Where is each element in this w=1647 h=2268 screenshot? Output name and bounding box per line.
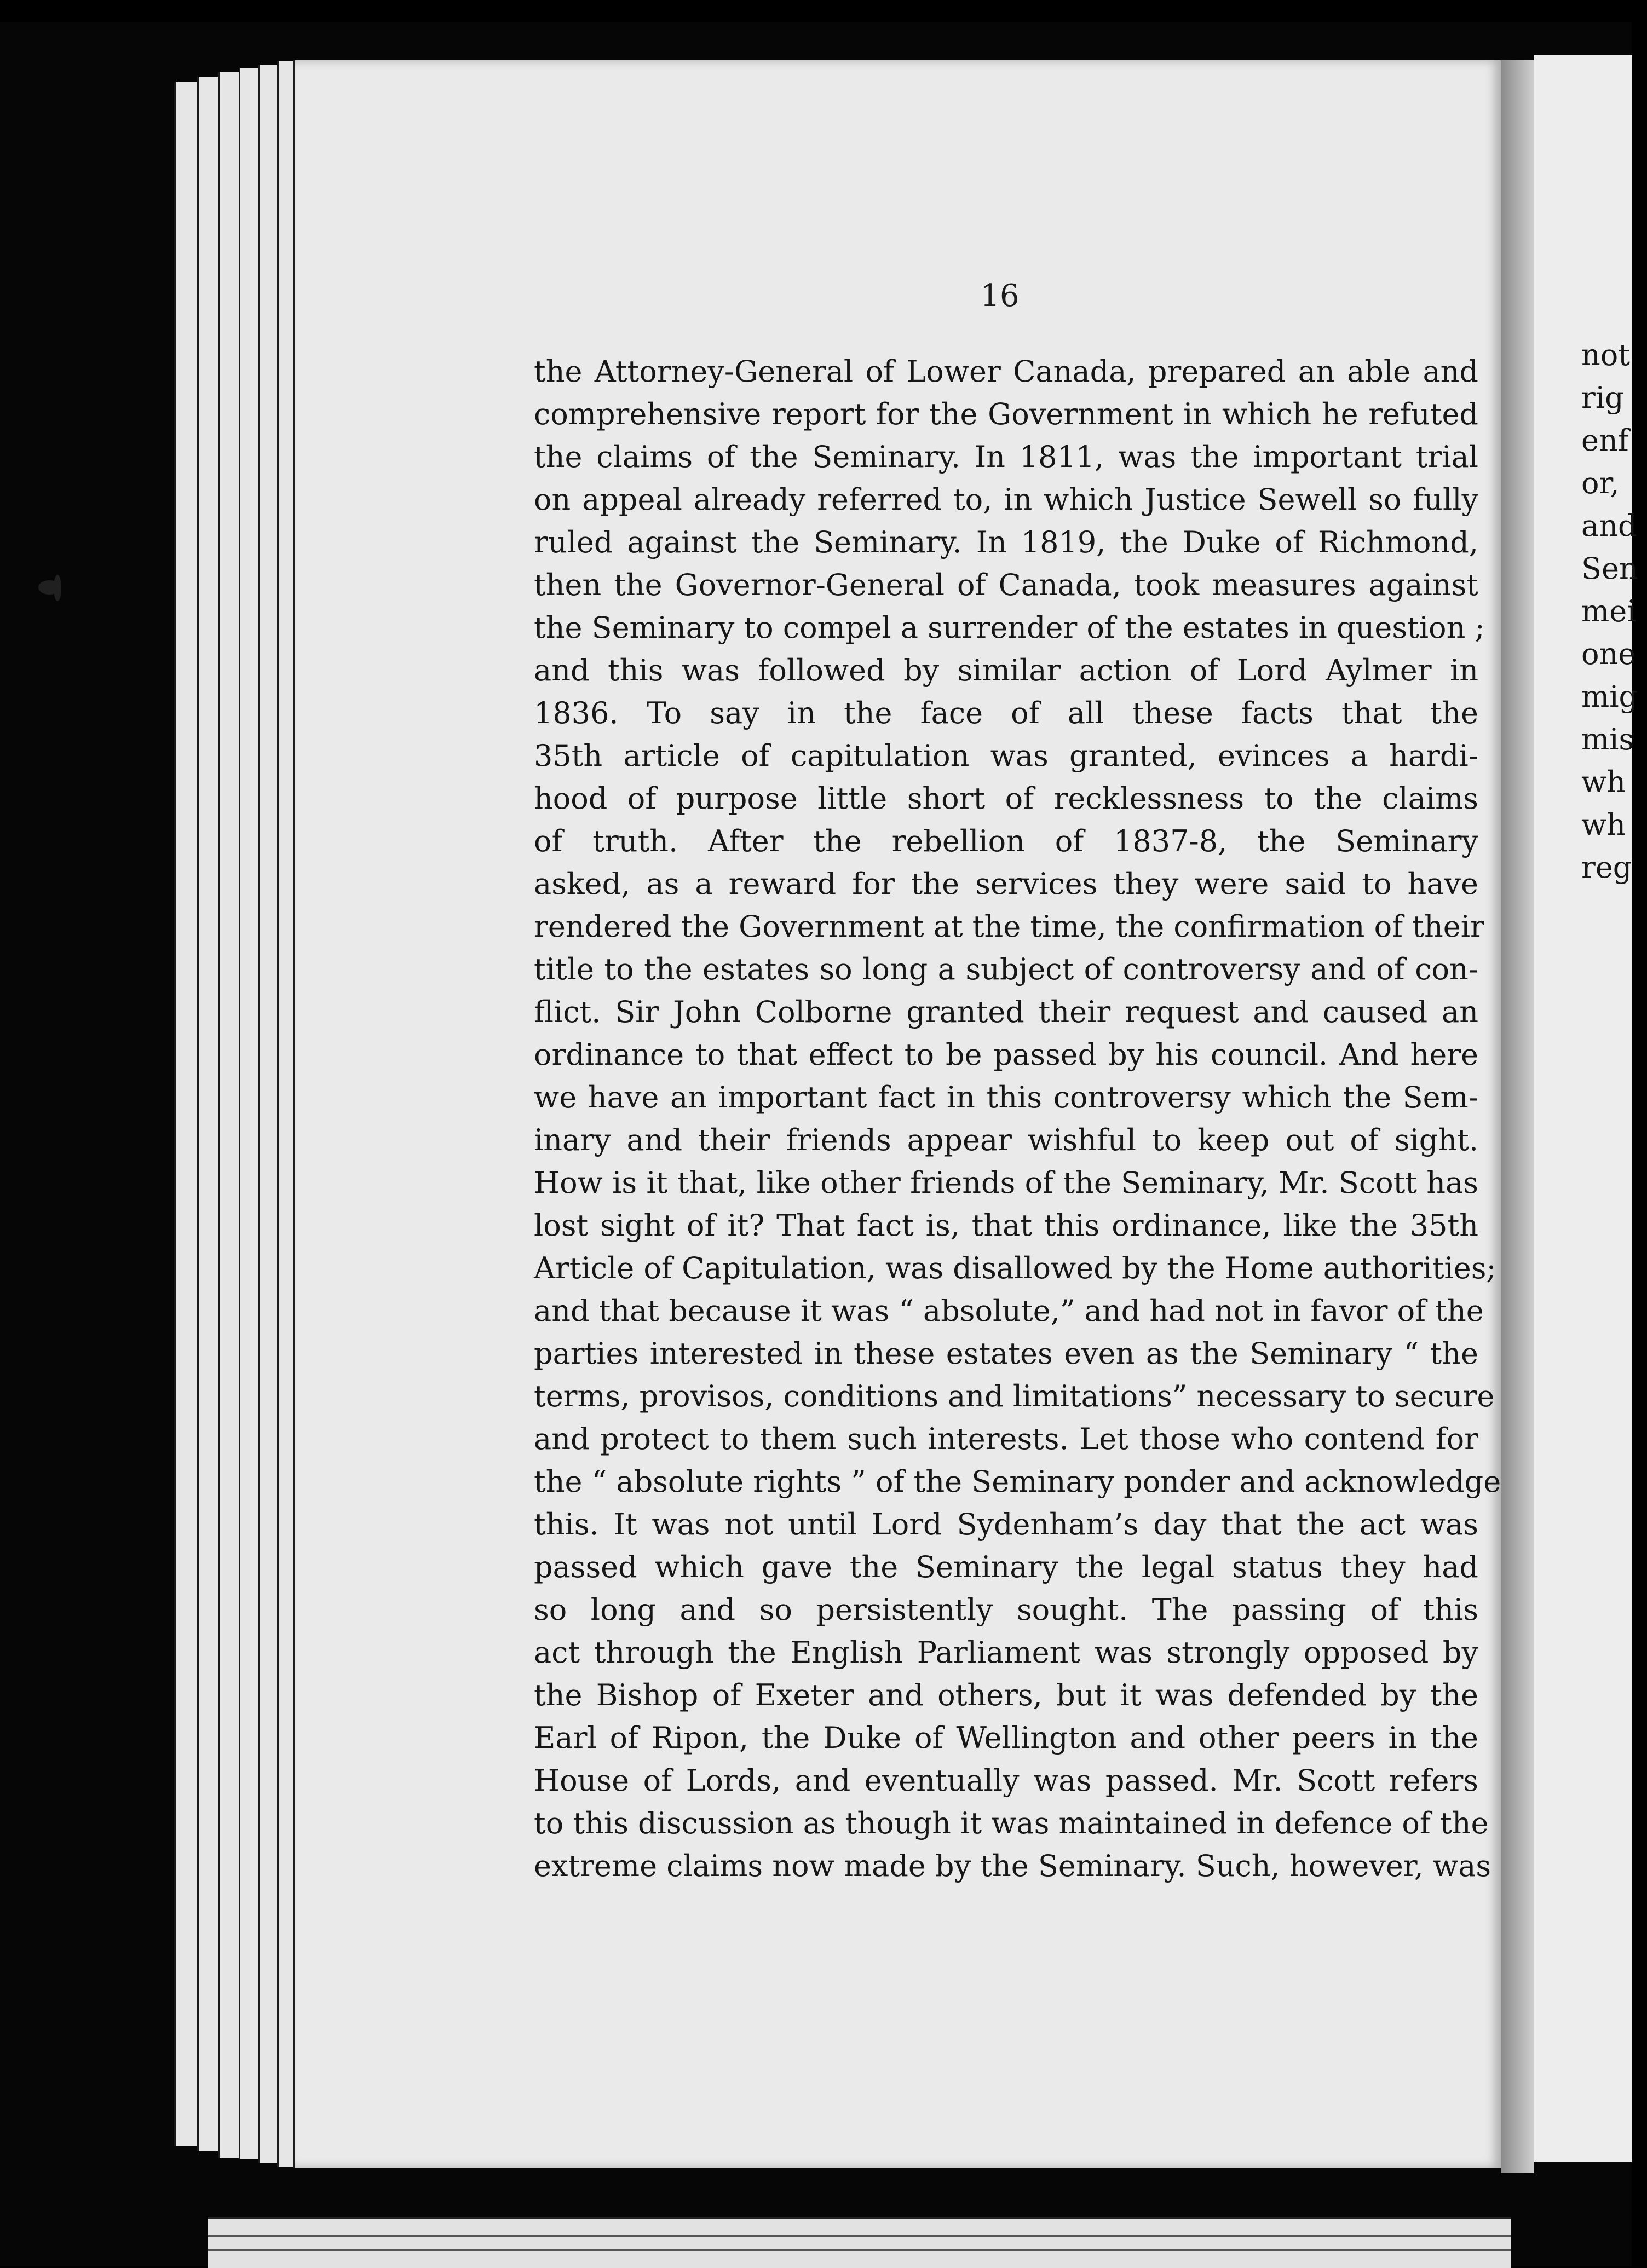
text-line: rendered the Government at the time, the confirmation of their (534, 909, 1484, 944)
text-line: so long and so persistently sought. The passing of this (534, 1592, 1478, 1627)
text-line: and that because it was “ absolute,” and had not in favor of the (534, 1294, 1484, 1328)
text-line: lost sight of it? That fact is, that this ordinance, like the 35th (534, 1208, 1478, 1243)
text-line: and this was followed by similar action of Lord Aylmer in (534, 653, 1478, 688)
text-line: 1836. To say in the face of all these facts that the (534, 696, 1478, 730)
text-line: the claims of the Seminary. In 1811, was the important trial (534, 440, 1478, 474)
book-gutter (1501, 60, 1534, 2173)
body-text (534, 350, 1501, 1888)
text-line: on appeal already referred to, in which Justice Sewell so fully (534, 482, 1478, 517)
facing-text-fragment: and (1581, 509, 1637, 543)
text-line: inary and their friends appear wishful to keep out of sight. (534, 1123, 1478, 1157)
text-line: this. It was not until Lord Sydenham’s day that the act was (534, 1507, 1478, 1542)
text-line: asked, as a reward for the services they were said to have (534, 867, 1478, 901)
facing-text-fragment: mis (1581, 722, 1634, 757)
text-line: comprehensive report for the Government in which he refuted (534, 397, 1478, 431)
text-line: the Seminary to compel a surrender of the estates in question ; (534, 610, 1485, 645)
facing-text-fragment: mei (1581, 594, 1637, 628)
text-line: passed which gave the Seminary the legal status they had (534, 1550, 1478, 1584)
text-line: the “ absolute rights ” of the Seminary ponder and acknowledge (534, 1464, 1501, 1499)
text-line: we have an important fact in this controversy which the Sem- (534, 1080, 1478, 1115)
text-line: How is it that, like other friends of the Seminary, Mr. Scott has (534, 1165, 1478, 1200)
facing-text-fragment: Sen (1581, 551, 1638, 586)
facing-text-fragment: enf (1581, 423, 1629, 458)
text-line: ruled against the Seminary. In 1819, the Duke of Richmond, (534, 525, 1478, 559)
text-line: hood of purpose little short of recklessness to the claims (534, 781, 1478, 816)
text-line: terms, provisos, conditions and limitations” necessary to secure (534, 1379, 1495, 1413)
text-line: then the Governor-General of Canada, took measures against (534, 568, 1478, 602)
text-line: to this discussion as though it was maintained in defence of the (534, 1806, 1489, 1840)
facing-text-fragment: wh (1581, 807, 1626, 842)
text-line: extreme claims now made by the Seminary. Such, however, was (534, 1849, 1491, 1883)
scan-top-border (0, 0, 1632, 22)
text-line: title to the estates so long a subject of controversy and of con- (534, 952, 1478, 986)
page-number: 16 (980, 278, 1020, 314)
text-line: of truth. After the rebellion of 1837-8, the Seminary (534, 824, 1478, 858)
text-line: act through the English Parliament was strongly opposed by (534, 1635, 1478, 1670)
text-line: and protect to them such interests. Let those who contend for (534, 1422, 1478, 1456)
facing-text-fragment: reg (1581, 850, 1632, 885)
facing-text-fragment: one (1581, 637, 1636, 671)
text-line: parties interested in these estates even as the Seminary “ the (534, 1336, 1478, 1371)
text-line: the Attorney-General of Lower Canada, prepared an able and (534, 354, 1478, 389)
text-line: ordinance to that effect to be passed by his council. And here (534, 1037, 1478, 1072)
text-line: House of Lords, and eventually was passed. Mr. Scott refers (534, 1763, 1478, 1798)
facing-page-text (1581, 334, 1647, 889)
facing-text-fragment: or, (1581, 466, 1620, 500)
text-line: Article of Capitulation, was disallowed by the Home authorities; (534, 1251, 1496, 1285)
ink-blot (54, 575, 61, 601)
text-line: 35th article of capitulation was granted, evinces a hardi- (534, 738, 1478, 773)
facing-text-fragment: mig (1581, 679, 1638, 714)
text-line: Earl of Ripon, the Duke of Wellington and other peers in the (534, 1721, 1478, 1755)
text-line: flict. Sir John Colborne granted their request and caused an (534, 995, 1478, 1029)
facing-text-fragment: rig (1581, 380, 1624, 415)
text-line: the Bishop of Exeter and others, but it was defended by the (534, 1678, 1478, 1712)
page-below (208, 2217, 1511, 2268)
facing-text-fragment: not (1581, 338, 1630, 372)
facing-text-fragment: wh (1581, 765, 1626, 799)
